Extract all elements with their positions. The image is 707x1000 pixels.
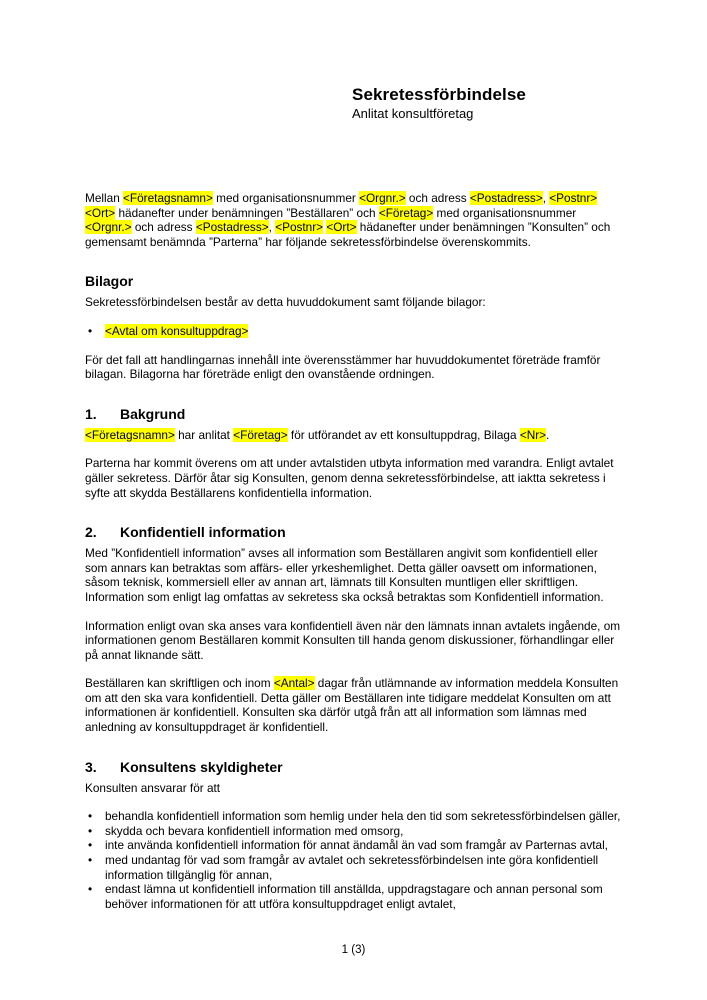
section-heading-bakgrund [85,406,623,423]
text-segment: hädanefter under benämningen ”Konsulten” och gemensamt benämnda ”Parterna” har följande sekretessförbindelse överenskommits. [85,220,611,249]
placeholder-field: <Postnr> [549,191,598,205]
text-segment: med undantag för vad som framgår av avtalet och sekretessförbindelsen inte göra konfidentiell information tillgänglig för annan, [105,853,599,882]
placeholder-field: <Orgnr.> [85,220,132,235]
placeholder-field: <Företag> [233,427,288,442]
bilagor-bullet-list [85,324,623,339]
text-segment: skydda och bevara konfidentiell information med omsorg, [105,823,404,838]
konfidentiell-paragraph-3 [85,676,623,734]
list-item [85,838,623,853]
text-segment: behandla konfidentiell information som hemlig under hela den tid som sekretessförbindelsen gäller, [105,809,621,824]
placeholder-field: <Postadress> [195,220,269,235]
placeholder-field: <Postnr> [275,220,324,235]
text-segment: dagar från utlämnande av information meddela Konsulten om att den ska vara konfidentiell. Detta gäller om Beställaren inte tidigare meddelat Konsulten om att informationen är konfidentiell. Konsulten ska därför utgå från att all information som lämnas med anledning av konsultuppdraget är konfidentiell. [85,676,619,735]
text-segment: för utförandet av ett konsultuppdrag, Bilaga [287,427,520,442]
text-segment: Beställaren kan skriftligen och inom [85,676,274,691]
text-segment: endast lämna ut konfidentiell information till anställda, uppdragstagare och annan personal som behöver informationen för att utföra konsultuppdraget enligt avtalet, [105,882,603,911]
placeholder-field: <Antal> [273,676,315,691]
text-segment: och adress [131,220,196,235]
document-header [85,0,623,122]
placeholder-field: <Orgnr.> [359,191,406,205]
intro-paragraph [85,191,623,249]
page-number: 1 (3) [341,944,366,956]
konfidentiell-paragraph-1: Med ”Konfidentiell information” avses all information som Beställaren angivit som konfidentiell eller som annars kan betraktas som affärs- eller yrkeshemlighet. Detta gäller oavsett om informationen, såsom teknisk, kommersiell eller av annan art, lämnats till Konsulten muntligen eller skriftligen. Information som enligt lag omfattas av sekretess ska också betraktas som Konfidentiell information. [85,546,604,604]
section-heading-skyldigheter [85,759,623,776]
section-title: Konsultens skyldigheter [120,758,283,775]
list-item [85,882,623,911]
document-title: Sekretessförbindelse [352,85,526,104]
bakgrund-paragraph-2: Parterna har kommit överens om att under avtalstiden utbyta information med varandra. Enligt avtalet gäller sekretess. Därför åtar sig Konsulten, genom denna sekretessförbindelse, att iaktta sekretess i syfte att skydda Beställarens konfidentiella information. [85,456,614,500]
section-number: 1. [85,405,97,422]
section-heading-bilagor: Bilagor [85,273,134,290]
text-segment: med organisationsnummer [212,191,360,205]
section-title: Bakgrund [120,405,186,422]
document-subtitle: Anlitat konsultföretag [352,106,474,121]
text-segment: inte använda konfidentiell information för annat ändamål än vad som framgår av Parternas avtal, [105,838,608,853]
text-segment: , [542,191,550,205]
konfidentiell-paragraph-2: Information enligt ovan ska anses vara konfidentiell även när den lämnats innan avtalets ingående, om informationen genom Beställaren kommit Konsulten till handa genom diskussioner, förhandlingar eller på annat liknande sätt. [85,618,621,662]
placeholder-field: <Avtal om konsultuppdrag> [105,323,249,338]
skyldigheter-bullet-list [85,809,623,911]
text-segment: Mellan [85,191,124,205]
section-title: Konfidentiell information [120,524,286,541]
bilagor-lead-paragraph: Sekretessförbindelsen består av detta huvuddokument samt följande bilagor: [85,295,486,310]
text-segment: med organisationsnummer [433,205,577,220]
placeholder-field: <Företagsnamn> [85,427,175,442]
section-number: 3. [85,758,97,775]
text-segment: , [268,220,276,235]
bakgrund-paragraph-1 [85,428,623,443]
section-number: 2. [85,524,97,541]
text-segment: hädanefter under benämningen ”Beställaren” och [115,205,379,220]
placeholder-field: <Företag> [378,205,434,220]
list-item [85,824,623,839]
placeholder-field: <Ort> [85,205,116,220]
text-segment: och adress [405,191,470,205]
placeholder-field: <Företagsnamn> [123,191,213,205]
section-heading-konfidentiell [85,524,623,541]
list-item [85,853,623,882]
list-item [85,809,623,824]
text-segment: . [546,427,550,442]
list-item [85,324,623,339]
document-content [85,0,623,925]
placeholder-field: <Ort> [326,220,357,235]
skyldigheter-lead-paragraph: Konsulten ansvarar för att [85,780,221,795]
placeholder-field: <Postadress> [469,191,543,205]
text-segment: har anlitat [174,427,234,442]
bilagor-after-paragraph: För det fall att handlingarnas innehåll inte överensstämmer har huvuddokumentet företräde framför bilagan. Bilagorna har företräde enligt den ovanstående ordningen. [85,352,601,382]
placeholder-field: <Nr> [519,427,547,442]
